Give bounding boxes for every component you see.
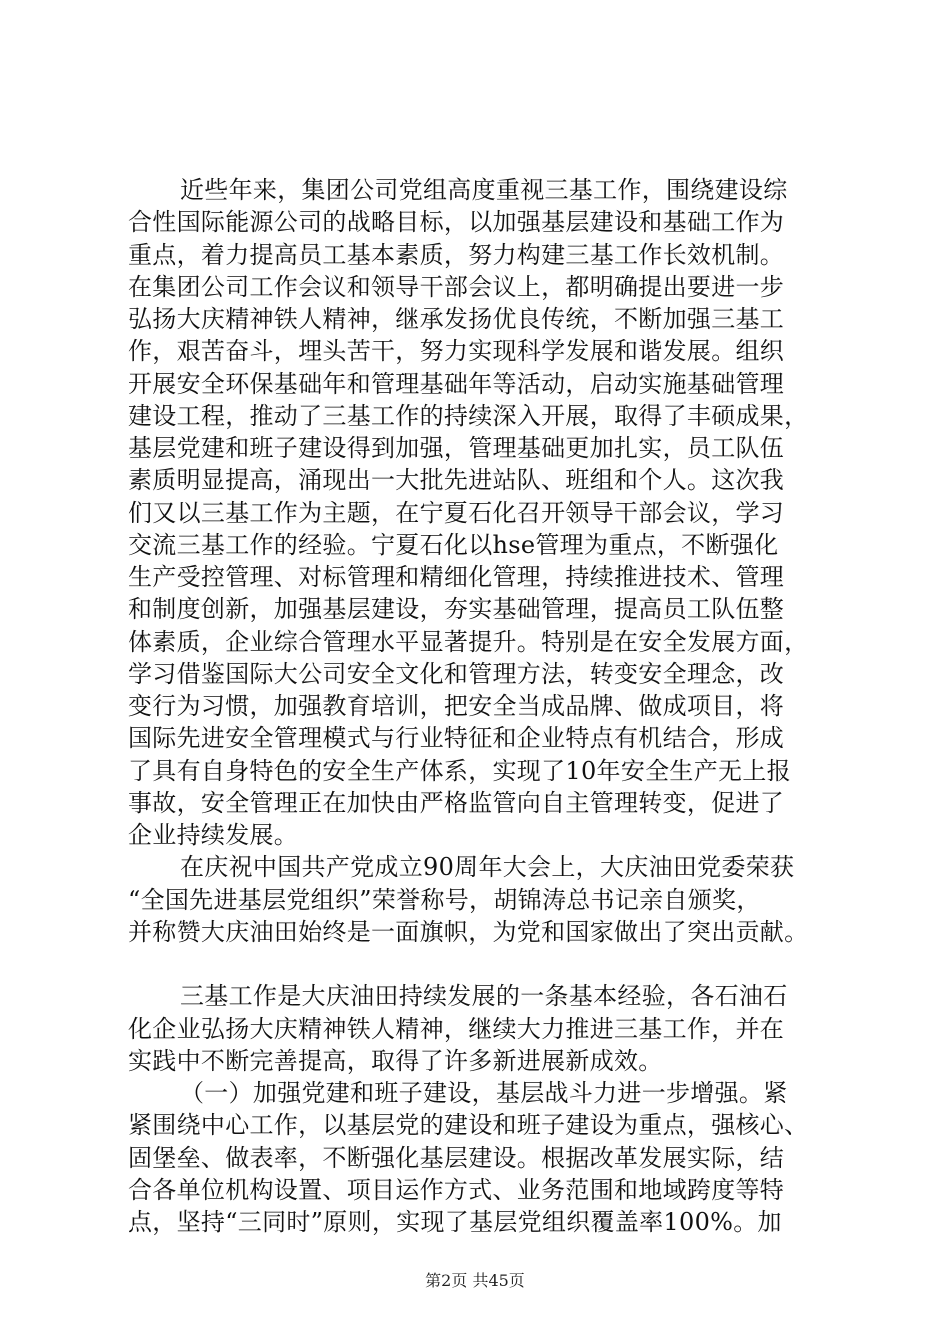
paragraph-line: 紧围绕中心工作，以基层党的建设和班子建设为重点，强核心、 [128,1111,809,1140]
paragraph-line: 基层党建和班子建设得到加强，管理基础更加扎实，员工队伍 [128,434,785,462]
paragraph-line: 三基工作是大庆油田持续发展的一条基本经验，各石油石 [180,982,788,1011]
paragraph-line: 们又以三基工作为主题，在宁夏石化召开领导干部会议，学习 [128,498,785,527]
paragraph-line: 实践中不断完善提高，取得了许多新进展新成效。 [128,1046,663,1075]
paragraph-line: 企业持续发展。 [128,821,299,849]
paragraph-line: 合性国际能源公司的战略目标，以加强基层建设和基础工作为 [128,208,785,237]
paragraph-line: 体素质，企业综合管理水平显著提升。特别是在安全发展方面， [128,627,809,656]
paragraph-line: 点，坚持“三同时”原则，实现了基层党组织覆盖率100%。加 [128,1208,782,1236]
paragraph-line: 素质明显提高，涌现出一大批先进站队、班组和个人。这次我 [128,466,785,495]
paragraph-line: 了具有自身特色的安全生产体系，实现了10年安全生产无上报 [128,756,791,785]
paragraph-line: 作，艰苦奋斗，埋头苦干，努力实现科学发展和谐发展。组织 [128,337,785,366]
paragraph-line: 在庆祝中国共产党成立90周年大会上，大庆油田党委荣获 [180,853,795,882]
paragraph-line: 并称赞大庆油田始终是一面旗帜，为党和国家做出了突出贡献。 [128,917,809,946]
paragraph-line: 近些年来，集团公司党组高度重视三基工作，围绕建设综 [180,176,788,204]
page-number-footer: 第2页 共45页 [425,1271,525,1290]
paragraph-line: 重点，着力提高员工基本素质，努力构建三基工作长效机制。 [128,240,785,269]
document-body [128,174,868,1238]
paragraph-line: “全国先进基层党组织”荣誉称号，胡锦涛总书记亲自颁奖， [128,885,761,914]
paragraph-line: 和制度创新，加强基层建设，夯实基础管理，提高员工队伍整 [128,595,785,624]
paragraph-line: 弘扬大庆精神铁人精神，继承发扬优良传统，不断加强三基工 [128,305,785,333]
paragraph-line: 化企业弘扬大庆精神铁人精神，继续大力推进三基工作，并在 [128,1014,785,1043]
blank-line [128,948,868,980]
paragraph-line: 交流三基工作的经验。宁夏石化以hse管理为重点，不断强化 [128,530,779,559]
paragraph-line: 在集团公司工作会议和领导干部会议上，都明确提出要进一步 [128,272,785,301]
paragraph-line: 开展安全环保基础年和管理基础年等活动，启动实施基础管理 [128,369,785,398]
paragraph-line: 合各单位机构设置、项目运作方式、业务范围和地域跨度等特 [128,1175,785,1204]
paragraph-line: （一）加强党建和班子建设，基层战斗力进一步增强。紧 [180,1079,788,1107]
paragraph-line: 建设工程，推动了三基工作的持续深入开展，取得了丰硕成果， [128,401,809,430]
paragraph-line: 学习借鉴国际大公司安全文化和管理方法，转变安全理念，改 [128,659,785,688]
paragraph-line: 生产受控管理、对标管理和精细化管理，持续推进技术、管理 [128,563,785,591]
paragraph-line: 国际先进安全管理模式与行业特征和企业特点有机结合，形成 [128,724,785,753]
paragraph-line: 事故，安全管理正在加快由严格监管向自主管理转变，促进了 [128,788,785,817]
paragraph-line: 变行为习惯，加强教育培训，把安全当成品牌、做成项目，将 [128,692,785,720]
paragraph-line: 固堡垒、做表率，不断强化基层建设。根据改革发展实际，结 [128,1143,785,1172]
